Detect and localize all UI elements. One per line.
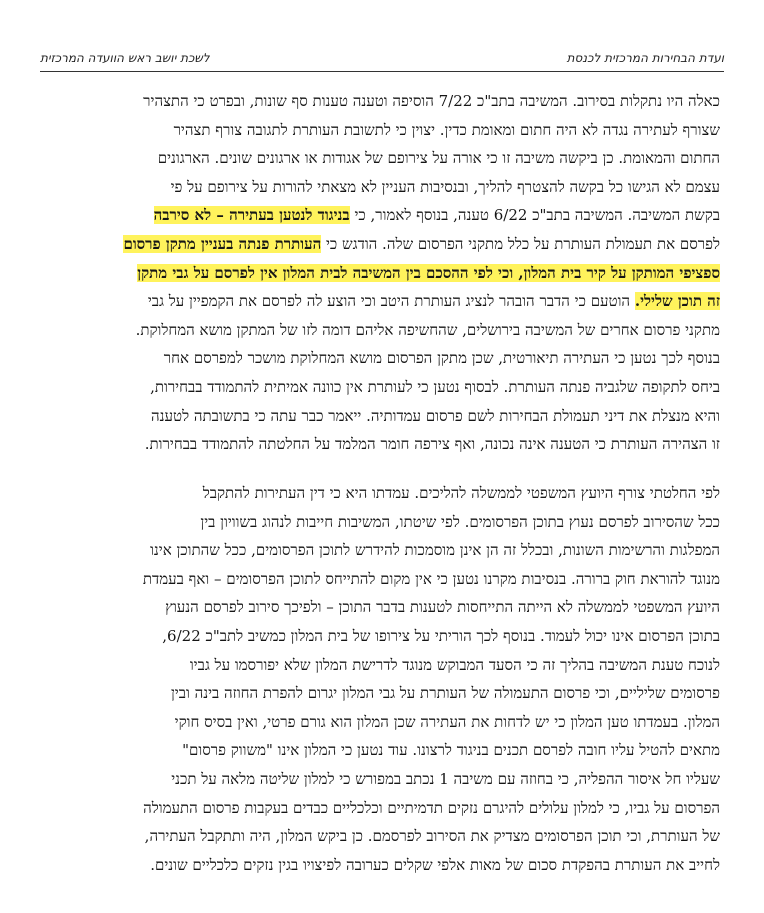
text-line: בנוסף לכך נטען כי העתירה תיאורטית, שכן מתקן הפרסום מושא המחלוקת מושכר למפרסם אחר [163,349,720,368]
text-line: המפלגות והרשימות השונות, ובכלל זה הן אינן מוסמכות להידרש לתוכן הפרסומים, ככל שהתוכן אינו [150,541,720,560]
text-line [38,259,720,288]
text-line: ביחס לתקופה שלגביה פנתה העותרת. לבסוף נטען כי לעותרת אין כוונה אמיתית להתמודד בבחירות, [150,377,720,396]
highlighted-text: זה תוכן שלילי. [634,292,720,311]
text-line: מתקני פרסום אחרים של המשיבה בירושלים, שהחשיפה אליהם דומה לזו של המתקן מושא המחלוקת. [135,320,720,339]
page-header [40,51,724,69]
paragraph-respondent-claims [38,87,720,459]
text-line: מנוגד להוראת חוק ברורה. בנסיבות מקרנו נטען כי אין מקום להתייחס לתוכן הפרסומים – ואף בעמדת [142,569,720,588]
text-line: עצמם לא הגישו כל בקשה להצטרף להליך, ובנסיבות העניין לא מצאתי להורות על צירופם על פי [170,177,720,196]
text-line: שעליו חל איסור ההפליה, כי בחוזה עם משיבה 1 נכתב במפורש כי למלון שליטה מלאה על תכני [171,769,720,788]
text-line: פרסומים שליליים, וכי פרסום התעמולה של העותרת על גבי המלון יגרום להפרת החוזה בינה ובין [170,684,720,703]
text-line: לחייב את העותרת בהפקדת סכום של מאות אלפי שקלים כערובה לפיצויו בגין נזקים כלכליים שונים. [150,855,720,874]
text-segment: בקשת המשיבה. המשיבה בתב"כ 6/22 טענה, בנוסף לאמור, כי [354,206,720,225]
text-segment: הוטעם כי הדבר הובהר לנציג העותרת היטב וכי הוצע לה לפרסם את הקמפיין על גבי [147,292,631,311]
text-line [38,287,720,316]
text-line: החתום והמאומת. כן ביקשה משיבה זו כי אורה על צירופם של אגודות או ארגונים שונים. הארגונים [157,149,720,168]
text-line: בתוכן הפרסום אינו יכול לעמוד. בנוסף לכך הוריתי על צירופו של בית המלון כמשיב לתב"כ 6/22, [162,626,720,645]
highlighted-text: ספציפי המותקן על קיר בית המלון, וכי לפי ההסכם בין המשיבה לבית המלון אין לפרסם על גבי מתקן [137,263,720,282]
text-line [38,230,720,259]
text-line: זו הצהירה העותרת כי הטענה אינה נכונה, ואף צירפה חומר המלמד על החלטתה להתמודד בבחירות. [144,435,720,454]
text-line: שצורף לעתירה נגדה לא היה חתום ומאומת כדין. יצוין כי לתשובת העותרת לתגובה צורף תצהיר [173,120,720,139]
header-rule [40,71,724,72]
text-line: מתאים להטיל עליו חובה לפרסם תכנים בניגוד לרצונו. עוד נטען כי המלון אינו "משווק פרסום" [182,741,720,760]
text-line: היועץ המשפטי לממשלה לא הייתה התייחסות לטענות בדבר התוכן – ולפיכך סירוב לפרסם הנעוץ [165,598,720,617]
text-line: לנוכח טענת המשיבה בהליך זה כי הסעד המבוקש מנוגד לדרישת המלון שלא יפורסמו על גביו [189,655,720,674]
text-line: והיא מנצלת את דיני תעמולת הבחירות לשם פרסום עמדותיה. ייאמר כבר עתה כי בתשובתה לטענה [151,406,720,425]
highlighted-text: בניגוד לנטען בעתירה – לא סירבה [153,206,350,225]
text-segment: לפרסם את תעמולת העותרת על כלל מתקני הפרסום שלה. הודגש כי [326,234,720,253]
text-line: המלון. בעמדתו טען המלון כי יש לדחות את העתירה שכן המלון הוא גורם פרטי, ואין בסיס חוקי [174,712,720,731]
header-chairman-office: לשכת יושב ראש הוועדה המרכזית [40,51,210,65]
text-line [38,201,720,230]
text-line: הפרסום על גביו, כי למלון עלולים להיגרם נזקים תדמיתיים וכלכליים כבדים בעקבות פרסום התעמולה [143,798,720,817]
text-line: ככל שהסירוב לפרסם נעוץ בתוכן הפרסומים. לפי שיטתו, המשיבות חייבות לנהוג בשוויון בין [200,512,720,531]
highlighted-text: העותרת פנתה בעניין מתקן פרסום [123,234,322,253]
text-line: לפי החלטתי צורף היועץ המשפטי לממשלה להליכים. עמדתו היא כי דין העתירות להתקבל [202,484,720,502]
text-line: של העותרת, וכי תוכן הפרסומים מצדיק את הסירוב לפרסמם. כן ביקש המלון, היה ותתקבל העתירה, [144,827,720,846]
header-committee-name: ועדת הבחירות המרכזית לכנסת [566,51,724,65]
text-line: כאלה היו נתקלות בסירוב. המשיבה בתב"כ 7/22 הוסיפה וטענה טענות סף שונות, ובפרט כי התצהיר [143,92,720,110]
paragraph-attorney-general [38,479,720,879]
